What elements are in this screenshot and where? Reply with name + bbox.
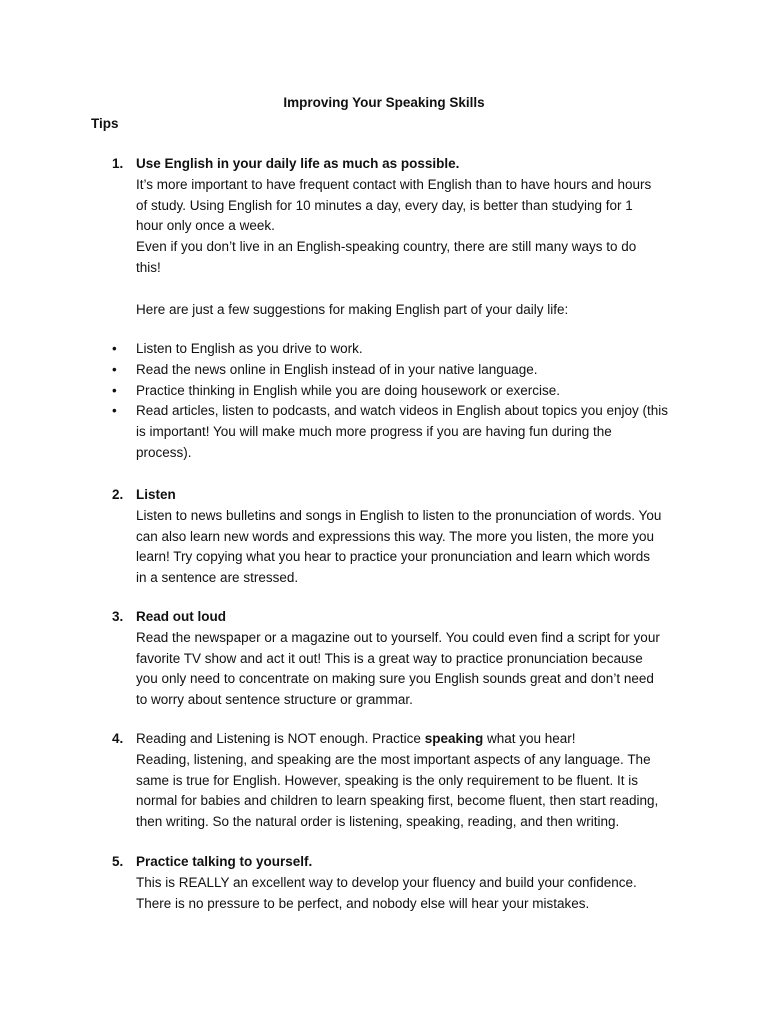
section-3 bbox=[112, 607, 684, 711]
list-item-text: Practice thinking in English while you are doing housework or exercise. bbox=[136, 382, 560, 398]
list-item-text: is important! You will make much more progress if you are having fun during the bbox=[136, 424, 612, 440]
section-line: normal for babies and children to learn speaking first, become fluent, then start reading, bbox=[136, 793, 659, 809]
section-title: Listen bbox=[136, 487, 176, 502]
section-5 bbox=[112, 852, 684, 914]
list-item-text: Read articles, listen to podcasts, and watch videos in English about topics you enjoy (this bbox=[136, 403, 669, 419]
section-line: you only need to concentrate on making sure you English sounds great and don’t need bbox=[136, 671, 654, 687]
section-4 bbox=[112, 729, 684, 833]
list-item bbox=[112, 401, 684, 463]
section-line: of study. Using English for 10 minutes a day, every day, is better than studying for 1 bbox=[136, 197, 633, 213]
bullet-icon: • bbox=[112, 382, 117, 398]
section-line: to worry about sentence structure or grammar. bbox=[136, 692, 413, 708]
section-line: then writing. So the natural order is listening, speaking, reading, and then writing. bbox=[136, 814, 620, 830]
section-title: Use English in your daily life as much as possible. bbox=[136, 156, 460, 171]
section-line: It’s more important to have frequent contact with English than to have hours and hours bbox=[136, 176, 652, 192]
document-title: Improving Your Speaking Skills bbox=[283, 95, 485, 110]
section-line: Reading, listening, and speaking are the most important aspects of any language. The bbox=[136, 751, 651, 767]
suggestions-list bbox=[112, 339, 684, 464]
section-title: Read out loud bbox=[136, 609, 226, 624]
section-line: can also learn new words and expressions this way. The more you listen, the more you bbox=[136, 528, 655, 544]
section-2 bbox=[112, 485, 684, 589]
suggestions-intro: Here are just a few suggestions for making English part of your daily life: bbox=[136, 301, 569, 317]
section-number: 1. bbox=[112, 156, 124, 171]
section-line: Even if you don’t live in an English-speaking country, there are still many ways to do bbox=[136, 239, 637, 255]
section-line: this! bbox=[136, 259, 161, 275]
list-item bbox=[112, 381, 684, 402]
section-title-post: what you hear! bbox=[483, 731, 576, 746]
list-item-text: process). bbox=[136, 444, 192, 460]
section-line: hour only once a week. bbox=[136, 218, 275, 234]
section-line: Read the newspaper or a magazine out to yourself. You could even find a script for your bbox=[136, 629, 660, 645]
list-item bbox=[112, 339, 684, 360]
section-line: There is no pressure to be perfect, and nobody else will hear your mistakes. bbox=[136, 895, 590, 911]
section-number: 4. bbox=[112, 731, 124, 746]
section-line: favorite TV show and act it out! This is a great way to practice pronunciation because bbox=[136, 650, 643, 666]
section-number: 3. bbox=[112, 609, 124, 624]
list-item-text: Listen to English as you drive to work. bbox=[136, 341, 363, 356]
section-title-bold: speaking bbox=[424, 731, 484, 746]
section-line: Listen to news bulletins and songs in English to listen to the pronunciation of words. You bbox=[136, 507, 662, 523]
section-line: in a sentence are stressed. bbox=[136, 570, 299, 586]
section-line: same is true for English. However, speaking is the only requirement to be fluent. It is bbox=[136, 772, 638, 788]
section-number: 5. bbox=[112, 854, 124, 869]
section-line: This is REALLY an excellent way to develop your fluency and build your confidence. bbox=[136, 874, 637, 890]
section-1 bbox=[112, 154, 684, 320]
list-item-text: Read the news online in English instead of in your native language. bbox=[136, 361, 538, 377]
tips-heading: Tips bbox=[91, 116, 119, 131]
section-line: learn! Try copying what you hear to practice your pronunciation and learn which words bbox=[136, 549, 651, 565]
section-title-pre: Reading and Listening is NOT enough. Practice bbox=[136, 731, 425, 746]
section-title bbox=[136, 729, 684, 750]
bullet-icon: • bbox=[112, 361, 117, 377]
bullet-icon: • bbox=[112, 403, 117, 419]
list-item bbox=[112, 360, 684, 381]
bullet-icon: • bbox=[112, 341, 117, 356]
section-title: Practice talking to yourself. bbox=[136, 854, 313, 869]
section-number: 2. bbox=[112, 487, 124, 502]
